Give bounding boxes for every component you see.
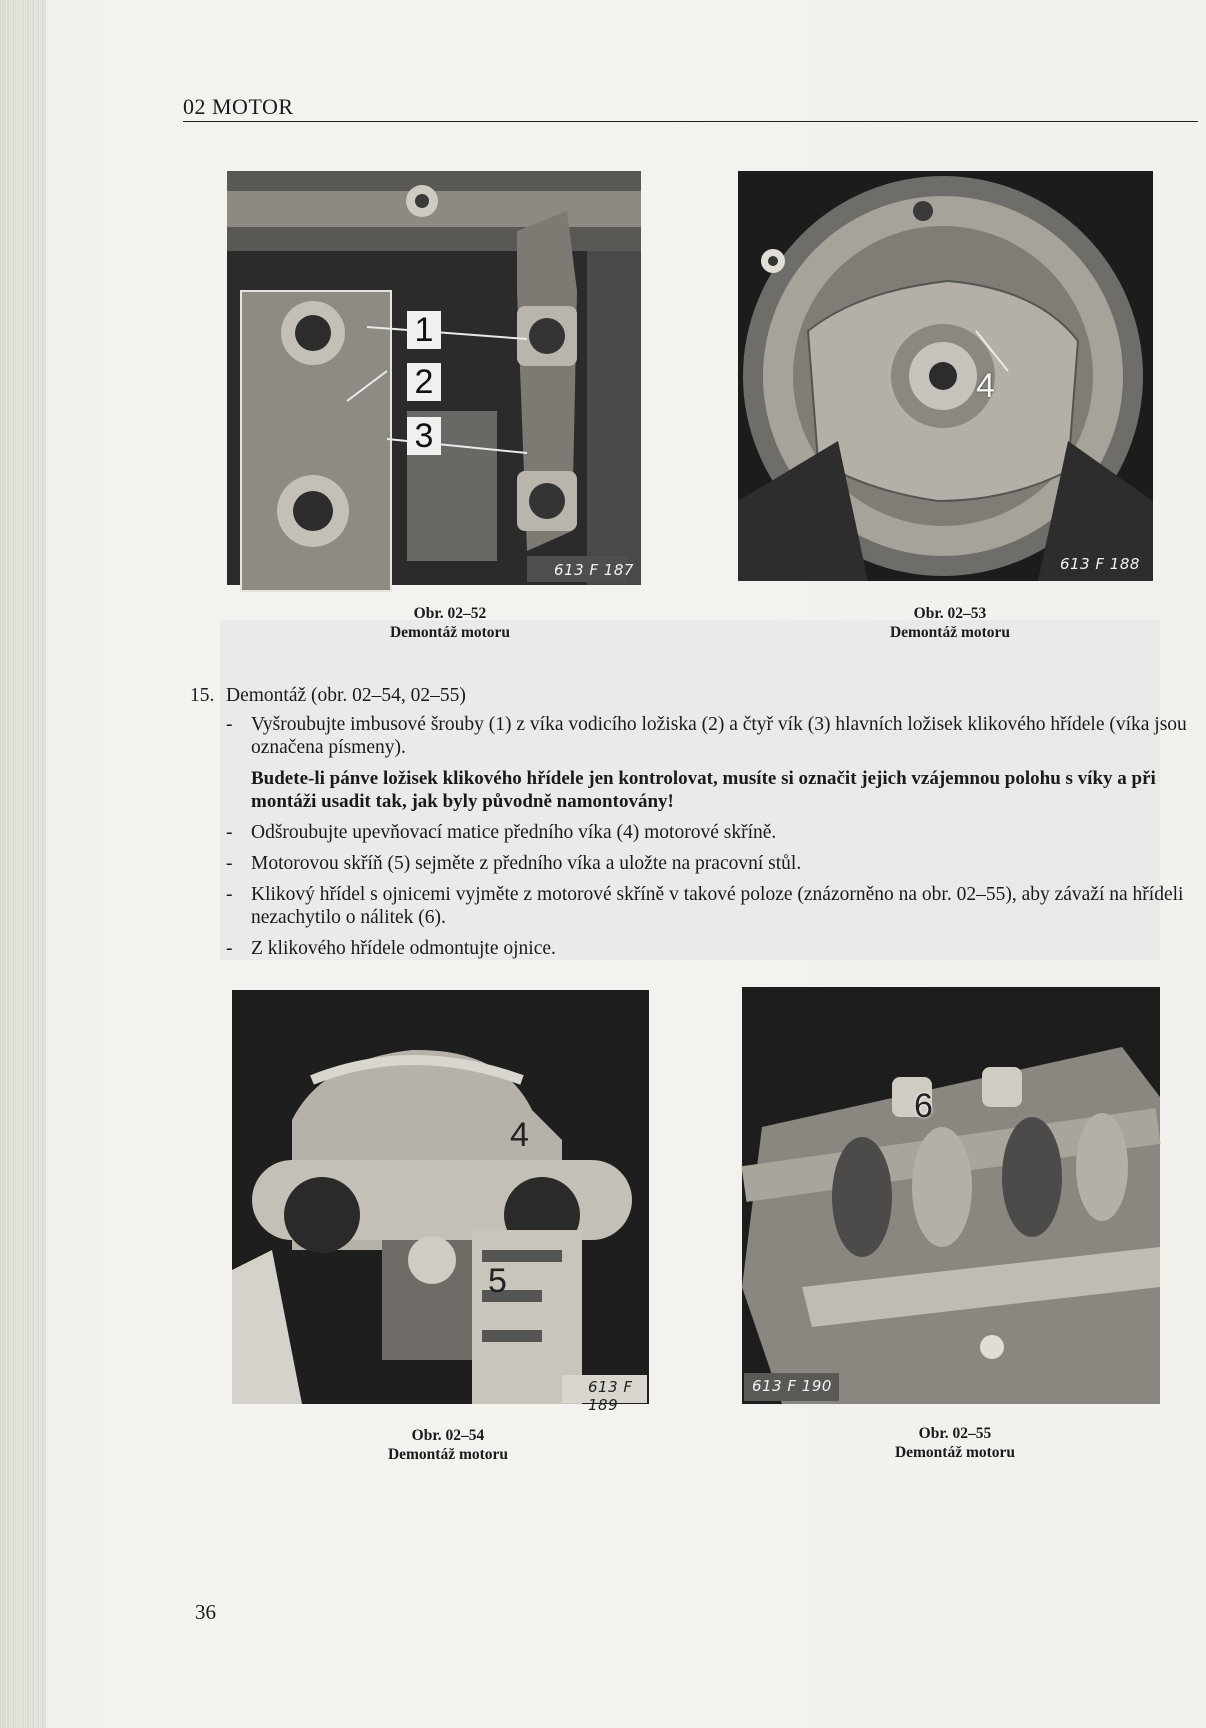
- callout-5: 5: [488, 1262, 507, 1300]
- photo-code: 613 F 187: [554, 561, 634, 579]
- instruction-text: Vyšroubujte imbusové šrouby (1) z víka vodicího ložiska (2) a čtyř vík (3) hlavních ložisek klikového hřídele (víka jsou označena písmeny).: [251, 714, 1187, 758]
- step-title: Demontáž (obr. 02–54, 02–55): [226, 685, 466, 706]
- instruction-bullet: - Vyšroubujte imbusové šrouby (1) z víka vodicího ložiska (2) a čtyř vík (3) hlavních ložisek klikového hřídele (víka jsou označena písmeny).: [226, 714, 1187, 758]
- instruction-text: Odšroubujte upevňovací matice předního víka (4) motorové skříně.: [251, 822, 777, 843]
- callout-4: 4: [976, 367, 995, 405]
- caption-02-52: [340, 604, 560, 642]
- figure-photo-1: [227, 171, 641, 585]
- caption-title: Demontáž motoru: [894, 1444, 1016, 1461]
- instruction-bullet: - Klikový hřídel s ojnicemi vyjměte z motorové skříně v takové poloze (znázorněno na obr. 02–55), aby závaží na hřídeli nezachytilo o nálitek (6).: [226, 884, 1184, 928]
- crankshaft-illustration: [742, 987, 1160, 1404]
- caption-title: Demontáž motoru: [387, 1446, 509, 1463]
- engine-housing-illustration: [232, 990, 649, 1404]
- caption-02-54: [338, 1426, 558, 1464]
- caption-number: Obr. 02–52: [413, 605, 487, 622]
- step-number: 15.: [190, 685, 215, 706]
- page-edge: [0, 0, 46, 1728]
- callout-2: 2: [407, 363, 441, 401]
- instruction-bullet: - Z klikového hřídele odmontujte ojnice.: [226, 938, 556, 959]
- instruction-text: Z klikového hřídele odmontujte ojnice.: [251, 938, 556, 959]
- photo-code: 613 F 189: [588, 1378, 633, 1414]
- flywheel-housing-illustration: [738, 171, 1153, 581]
- figure-photo-2: [738, 171, 1153, 581]
- caption-02-53: [840, 604, 1060, 642]
- instruction-bullet: - Odšroubujte upevňovací matice předního víka (4) motorové skříně.: [226, 822, 777, 843]
- caption-title: Demontáž motoru: [889, 624, 1011, 641]
- figure-photo-4: [742, 987, 1160, 1404]
- section-title: 02 MOTOR: [183, 94, 294, 119]
- caption-title: Demontáž motoru: [389, 624, 511, 641]
- photo-code: 613 F 190: [752, 1377, 832, 1395]
- page-number: 36: [195, 1600, 216, 1624]
- instruction-bullet: - Motorovou skříň (5) sejměte z předního víka a uložte na pracovní stůl.: [226, 853, 802, 874]
- warning-note: Budete-li pánve ložisek klikového hřídele jen kontrolovat, musíte si označit jejich vzájemnou polohu s víky a při montáži usadit tak, jak byly původně namontovány!: [251, 768, 1156, 812]
- caption-number: Obr. 02–55: [918, 1425, 992, 1442]
- page-header: [183, 92, 1198, 122]
- caption-number: Obr. 02–53: [913, 605, 987, 622]
- callout-1: 1: [407, 311, 441, 349]
- caption-02-55: [845, 1424, 1065, 1462]
- step-heading: [190, 684, 1200, 707]
- instruction-text: Motorovou skříň (5) sejměte z předního víka a uložte na pracovní stůl.: [251, 853, 802, 874]
- callout-4: 4: [510, 1116, 529, 1154]
- callout-6: 6: [914, 1087, 933, 1125]
- caption-number: Obr. 02–54: [411, 1427, 485, 1444]
- callout-3: 3: [407, 417, 441, 455]
- step-15-instructions: [190, 684, 1200, 968]
- figure-photo-3: [232, 990, 649, 1414]
- photo-code: 613 F 188: [1060, 555, 1140, 573]
- instruction-text: Klikový hřídel s ojnicemi vyjměte z motorové skříně v takové poloze (znázorněno na obr. 02–55), aby závaží na hřídeli nezachytilo o nálitek (6).: [251, 884, 1184, 928]
